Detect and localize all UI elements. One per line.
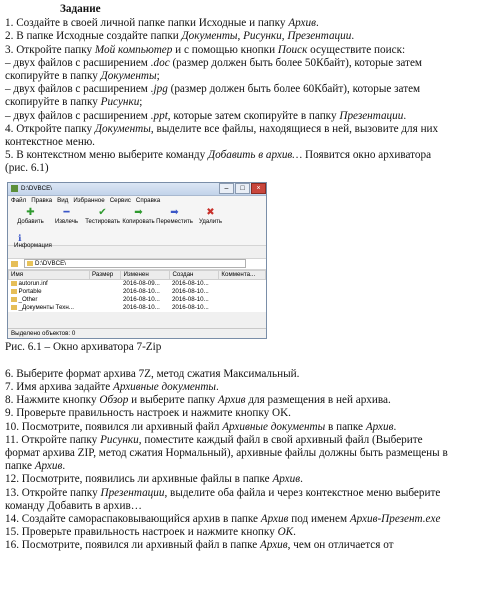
- step-8: 8. Нажмите кнопку Обзор и выберите папку Архив для размещения в ней архива.: [5, 394, 391, 407]
- step-11-2: формат архива ZIP, метод сжатия Нормальный), архивные файлы должны быть размещены в: [5, 447, 448, 460]
- window-titlebar: [8, 183, 266, 196]
- file-cell: 2016-08-10...: [122, 296, 160, 304]
- file-cell: [89, 304, 121, 312]
- step-5: 5. В контекстном меню выберите команду Добавить в архив… Появится окно архиватора: [5, 149, 432, 162]
- minus-icon: ━: [63, 206, 70, 218]
- table-row: [9, 279, 266, 288]
- minimize-icon: –: [219, 183, 234, 194]
- archiver-window-screenshot: [7, 182, 267, 339]
- page-title: Задание: [60, 3, 101, 15]
- file-cell: [219, 304, 266, 312]
- figure-caption: Рис. 6.1 – Окно архиватора 7-Zip: [5, 340, 162, 353]
- steps: [5, 368, 497, 553]
- toolbar-label: Тестировать: [85, 218, 120, 225]
- file-cell: 2016-08-10...: [171, 296, 209, 304]
- toolbar-label: Добавить: [17, 218, 44, 225]
- step-11-3: папке Архив.: [5, 460, 66, 473]
- file-cell: [89, 296, 121, 304]
- table-row: [9, 288, 266, 296]
- delete-icon: ✖: [206, 206, 215, 218]
- toolbar-label: Удалить: [199, 218, 222, 225]
- step-3b-2: скопируйте в папку Рисунки;: [5, 96, 143, 109]
- copy-arrow-icon: ➡: [134, 206, 143, 218]
- intro-steps: [5, 17, 497, 175]
- step-10: 10. Посмотрите, появился ли архивный файл Архивные документы в папке Архив.: [5, 420, 397, 433]
- step-3a-2: скопируйте в папку Документы;: [5, 70, 160, 83]
- column-header: Имя: [9, 270, 90, 279]
- toolbar-label: Копировать: [122, 218, 155, 225]
- file-cell: [219, 296, 266, 304]
- menu-item: Файл: [11, 196, 27, 204]
- file-cell: 2016-08-10...: [171, 280, 209, 288]
- move-arrow-icon: ➡: [170, 206, 179, 218]
- step-16: 16. Посмотрите, появился ли архивный файл в папке Архив, чем он отличается от: [5, 539, 394, 552]
- step-13: 13. Откройте папку Презентации, выделите оба файла и через контекстное меню выберите: [5, 486, 441, 499]
- address-bar: [8, 258, 266, 270]
- toolbar-label: Извлечь: [54, 218, 78, 225]
- menu-item: Избранное: [73, 196, 105, 204]
- step-3: 3. Откройте папку Мой компьютер и с помощью кнопки Поиск осуществите поиск:: [5, 43, 406, 56]
- step-11: 11. Откройте папку Рисунки, поместите каждый файл в свой архивный файл (Выберите: [5, 433, 423, 446]
- toolbar-button: [158, 205, 191, 245]
- info-button: [14, 232, 52, 249]
- menu-item: Правка: [31, 196, 53, 204]
- file-name: Portable: [9, 288, 90, 296]
- plus-icon: ✚: [26, 206, 35, 218]
- file-table: [8, 270, 266, 312]
- file-name: _Документы Техн...: [9, 304, 90, 312]
- maximize-icon: □: [235, 183, 250, 194]
- file-cell: [89, 279, 121, 288]
- toolbar-button: [122, 205, 155, 245]
- window-title: D:\DVBCE\: [21, 185, 52, 193]
- step-4: 4. Откройте папку Документы, выделите все файлы, находящиеся в ней, вызовите для них: [5, 122, 439, 135]
- app-icon: [11, 185, 18, 192]
- column-header: Изменен: [121, 270, 170, 279]
- menu-bar: [8, 196, 266, 205]
- file-cell: [219, 288, 266, 296]
- file-name: autorun.inf: [9, 279, 90, 288]
- step-3c: – двух файлов с расширением .ppt, которые затем скопируйте в папку Презентации.: [5, 109, 407, 122]
- toolbar-label: Переместить: [156, 218, 193, 225]
- step-2: 2. В папке Исходные создайте папки Документы, Рисунки, Презентации.: [5, 30, 355, 43]
- info-icon: ℹ: [18, 232, 22, 243]
- address-field: D:\DVBCE\: [24, 259, 246, 268]
- column-header: Коммента...: [219, 270, 266, 279]
- step-9: 9. Проверьте правильность настроек и нажмите кнопку OK.: [5, 407, 291, 420]
- file-cell: 2016-08-09...: [122, 280, 160, 288]
- file-name: _Other: [9, 296, 90, 304]
- status-bar: Выделено объектов: 0: [8, 328, 266, 338]
- table-row: [9, 304, 266, 312]
- info-label: Информация: [14, 241, 52, 249]
- step-5-2: (рис. 6.1): [5, 162, 49, 175]
- step-12: 12. Посмотрите, появились ли архивные файлы в папке Архив.: [5, 473, 303, 486]
- window-controls: [218, 183, 266, 194]
- step-7: 7. Имя архива задайте Архивные документы.: [5, 381, 219, 394]
- step-3a: – двух файлов с расширением .doc (размер должен быть более 50Кбайт), которые затем: [5, 56, 422, 69]
- column-header: Создан: [170, 270, 219, 279]
- file-cell: 2016-08-10...: [171, 304, 209, 312]
- file-cell: [219, 279, 266, 288]
- file-cell: [89, 288, 121, 296]
- step-1: 1. Создайте в своей личной папке папки Исходные и папку Архив.: [5, 17, 319, 30]
- step-3b: – двух файлов с расширением .jpg (размер должен быть более 60Кбайт), которые затем: [5, 83, 421, 96]
- column-header: Размер: [89, 270, 121, 279]
- table-row: [9, 296, 266, 304]
- file-cell: 2016-08-10...: [122, 288, 160, 296]
- document: [5, 3, 497, 553]
- step-13-2: команду Добавить в архив…: [5, 499, 142, 512]
- menu-item: Сервис: [109, 196, 131, 204]
- file-cell: 2016-08-10...: [122, 304, 160, 312]
- step-15: 15. Проверьте правильность настроек и нажмите кнопку OK.: [5, 526, 296, 539]
- close-icon: ×: [251, 183, 266, 194]
- toolbar-button: [86, 205, 119, 245]
- check-icon: ✔: [98, 206, 107, 218]
- step-6: 6. Выберите формат архива 7Z, метод сжатия Максимальный.: [5, 367, 300, 380]
- menu-item: Справка: [135, 196, 161, 204]
- menu-item: Вид: [57, 196, 69, 204]
- step-14: 14. Создайте самораспаковывающийся архив в папке Архив под именем Архив-Презент.exe: [5, 513, 441, 526]
- toolbar-button: [50, 205, 83, 245]
- step-4-2: контекстное меню.: [5, 136, 95, 149]
- file-cell: 2016-08-10...: [171, 288, 209, 296]
- toolbar-button: [194, 205, 227, 245]
- folder-up-icon: [11, 261, 18, 267]
